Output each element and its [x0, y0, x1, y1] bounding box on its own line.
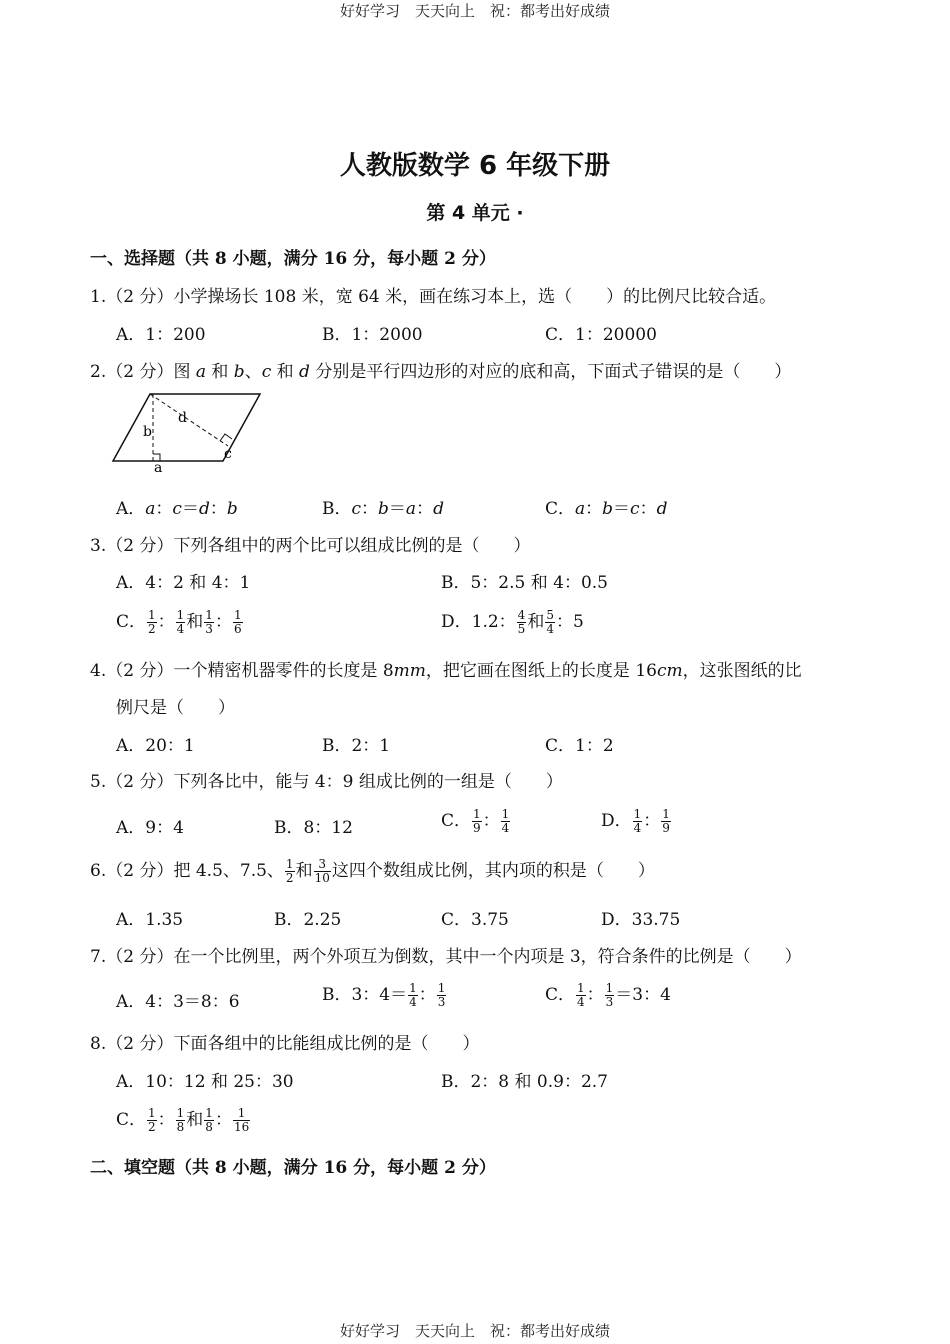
page-footer: 好好学习 天天向上 祝：都考出好成绩: [339, 1322, 610, 1340]
q5-option-b: B．8：12: [274, 818, 353, 838]
section-heading-choice: 一、选择题（共 8 小题，满分 16 分，每小题 2 分）: [90, 249, 496, 269]
question-3-stem: 3.（2 分）下列各组中的两个比可以组成比例的是（ ）: [90, 536, 531, 556]
label-a: a: [154, 460, 163, 474]
question-8-stem: 8.（2 分）下面各组中的比能组成比例的是（ ）: [90, 1034, 480, 1054]
question-6-stem: 6.（2 分）把 4.5、7.5、 $\frac{1}{2}$ 和 $\frac{3}{10}$ 这四个数组成比例，其内项的积是（ ）: [90, 857, 655, 885]
label-c: c: [224, 446, 232, 462]
q8-option-b: B．2：8 和 0.9：2.7: [441, 1072, 609, 1092]
page-header: 好好学习 天天向上 祝：都考出好成绩: [339, 2, 610, 20]
q4-option-a: A．20：1: [116, 736, 195, 756]
question-4-stem: 4.（2 分）一个精密机器零件的长度是 8mm，把它画在图纸上的长度是 16cm，这张图纸的比: [90, 661, 802, 681]
q4-option-b: B．2：1: [322, 736, 391, 756]
q8-option-a: A．10：12 和 25：30: [116, 1072, 294, 1092]
q7-option-a: A．4：3＝8：6: [116, 992, 240, 1012]
q2-option-c: C．a：b＝c：d: [545, 499, 668, 519]
q6-option-d: D．33.75: [601, 910, 681, 930]
question-5-stem: 5.（2 分）下列各比中，能与 4：9 组成比例的一组是（ ）: [90, 772, 563, 792]
page-subtitle: 第 4 单元 ·: [426, 202, 524, 224]
q4-option-c: C．1：2: [545, 736, 614, 756]
q2-option-b: B．c：b＝a：d: [322, 499, 444, 519]
question-7-stem: 7.（2 分）在一个比例里，两个外项互为倒数，其中一个内项是 3，符合条件的比例是（ ）: [90, 947, 802, 967]
q1-option-b: B．1：2000: [322, 325, 423, 345]
q7-option-c: C． $\frac{1}{4}$ ： $\frac{1}{3}$ ＝3：4: [545, 981, 671, 1009]
right-angle-mark-c: [220, 434, 232, 441]
q7-option-b: B．3：4＝ $\frac{1}{4}$ ： $\frac{1}{3}$: [322, 981, 446, 1009]
q3-option-a: A．4：2 和 4：1: [116, 573, 251, 593]
q2-option-a: A．a：c＝d：b: [116, 499, 238, 519]
label-b: b: [143, 424, 152, 440]
q1-option-a: A．1：200: [116, 325, 206, 345]
label-d: d: [178, 410, 187, 426]
parallelogram-figure: [108, 390, 268, 474]
parallelogram-outline: [113, 394, 260, 461]
question-4-stem-line2: 例尺是（ ）: [116, 698, 235, 718]
page-title: 人教版数学 6 年级下册: [339, 151, 611, 181]
question-2-stem: 2.（2 分）图 a 和 b、c 和 d 分别是平行四边形的对应的底和高，下面式子错误的是（ ）: [90, 362, 792, 382]
height-d-line: [150, 394, 228, 446]
q5-option-d: D． $\frac{1}{4}$ ： $\frac{1}{9}$: [601, 807, 670, 835]
q6-option-b: B．2.25: [274, 910, 342, 930]
q3-option-c: C． $\frac{1}{2}$ ： $\frac{1}{4}$ 和 $\frac{1}{3}$ ： $\frac{1}{6}$: [116, 608, 242, 636]
q5-option-a: A．9：4: [116, 818, 184, 838]
q3-option-b: B．5：2.5 和 4：0.5: [441, 573, 609, 593]
q8-option-c: C． $\frac{1}{2}$ ： $\frac{1}{8}$ 和 $\frac{1}{8}$ ： $\frac{1}{16}$: [116, 1106, 250, 1134]
q3-option-d: D．1.2： $\frac{4}{5}$ 和 $\frac{5}{4}$ ：5: [441, 608, 584, 636]
q5-option-c: C． $\frac{1}{9}$ ： $\frac{1}{4}$: [441, 807, 510, 835]
q6-option-c: C．3.75: [441, 910, 509, 930]
section-heading-fill: 二、填空题（共 8 小题，满分 16 分，每小题 2 分）: [90, 1158, 496, 1178]
question-1-stem: 1.（2 分）小学操场长 108 米，宽 64 米，画在练习本上，选（ ）的比例尺比较合适。: [90, 287, 777, 307]
q1-option-c: C．1：20000: [545, 325, 657, 345]
q6-option-a: A．1.35: [116, 910, 184, 930]
